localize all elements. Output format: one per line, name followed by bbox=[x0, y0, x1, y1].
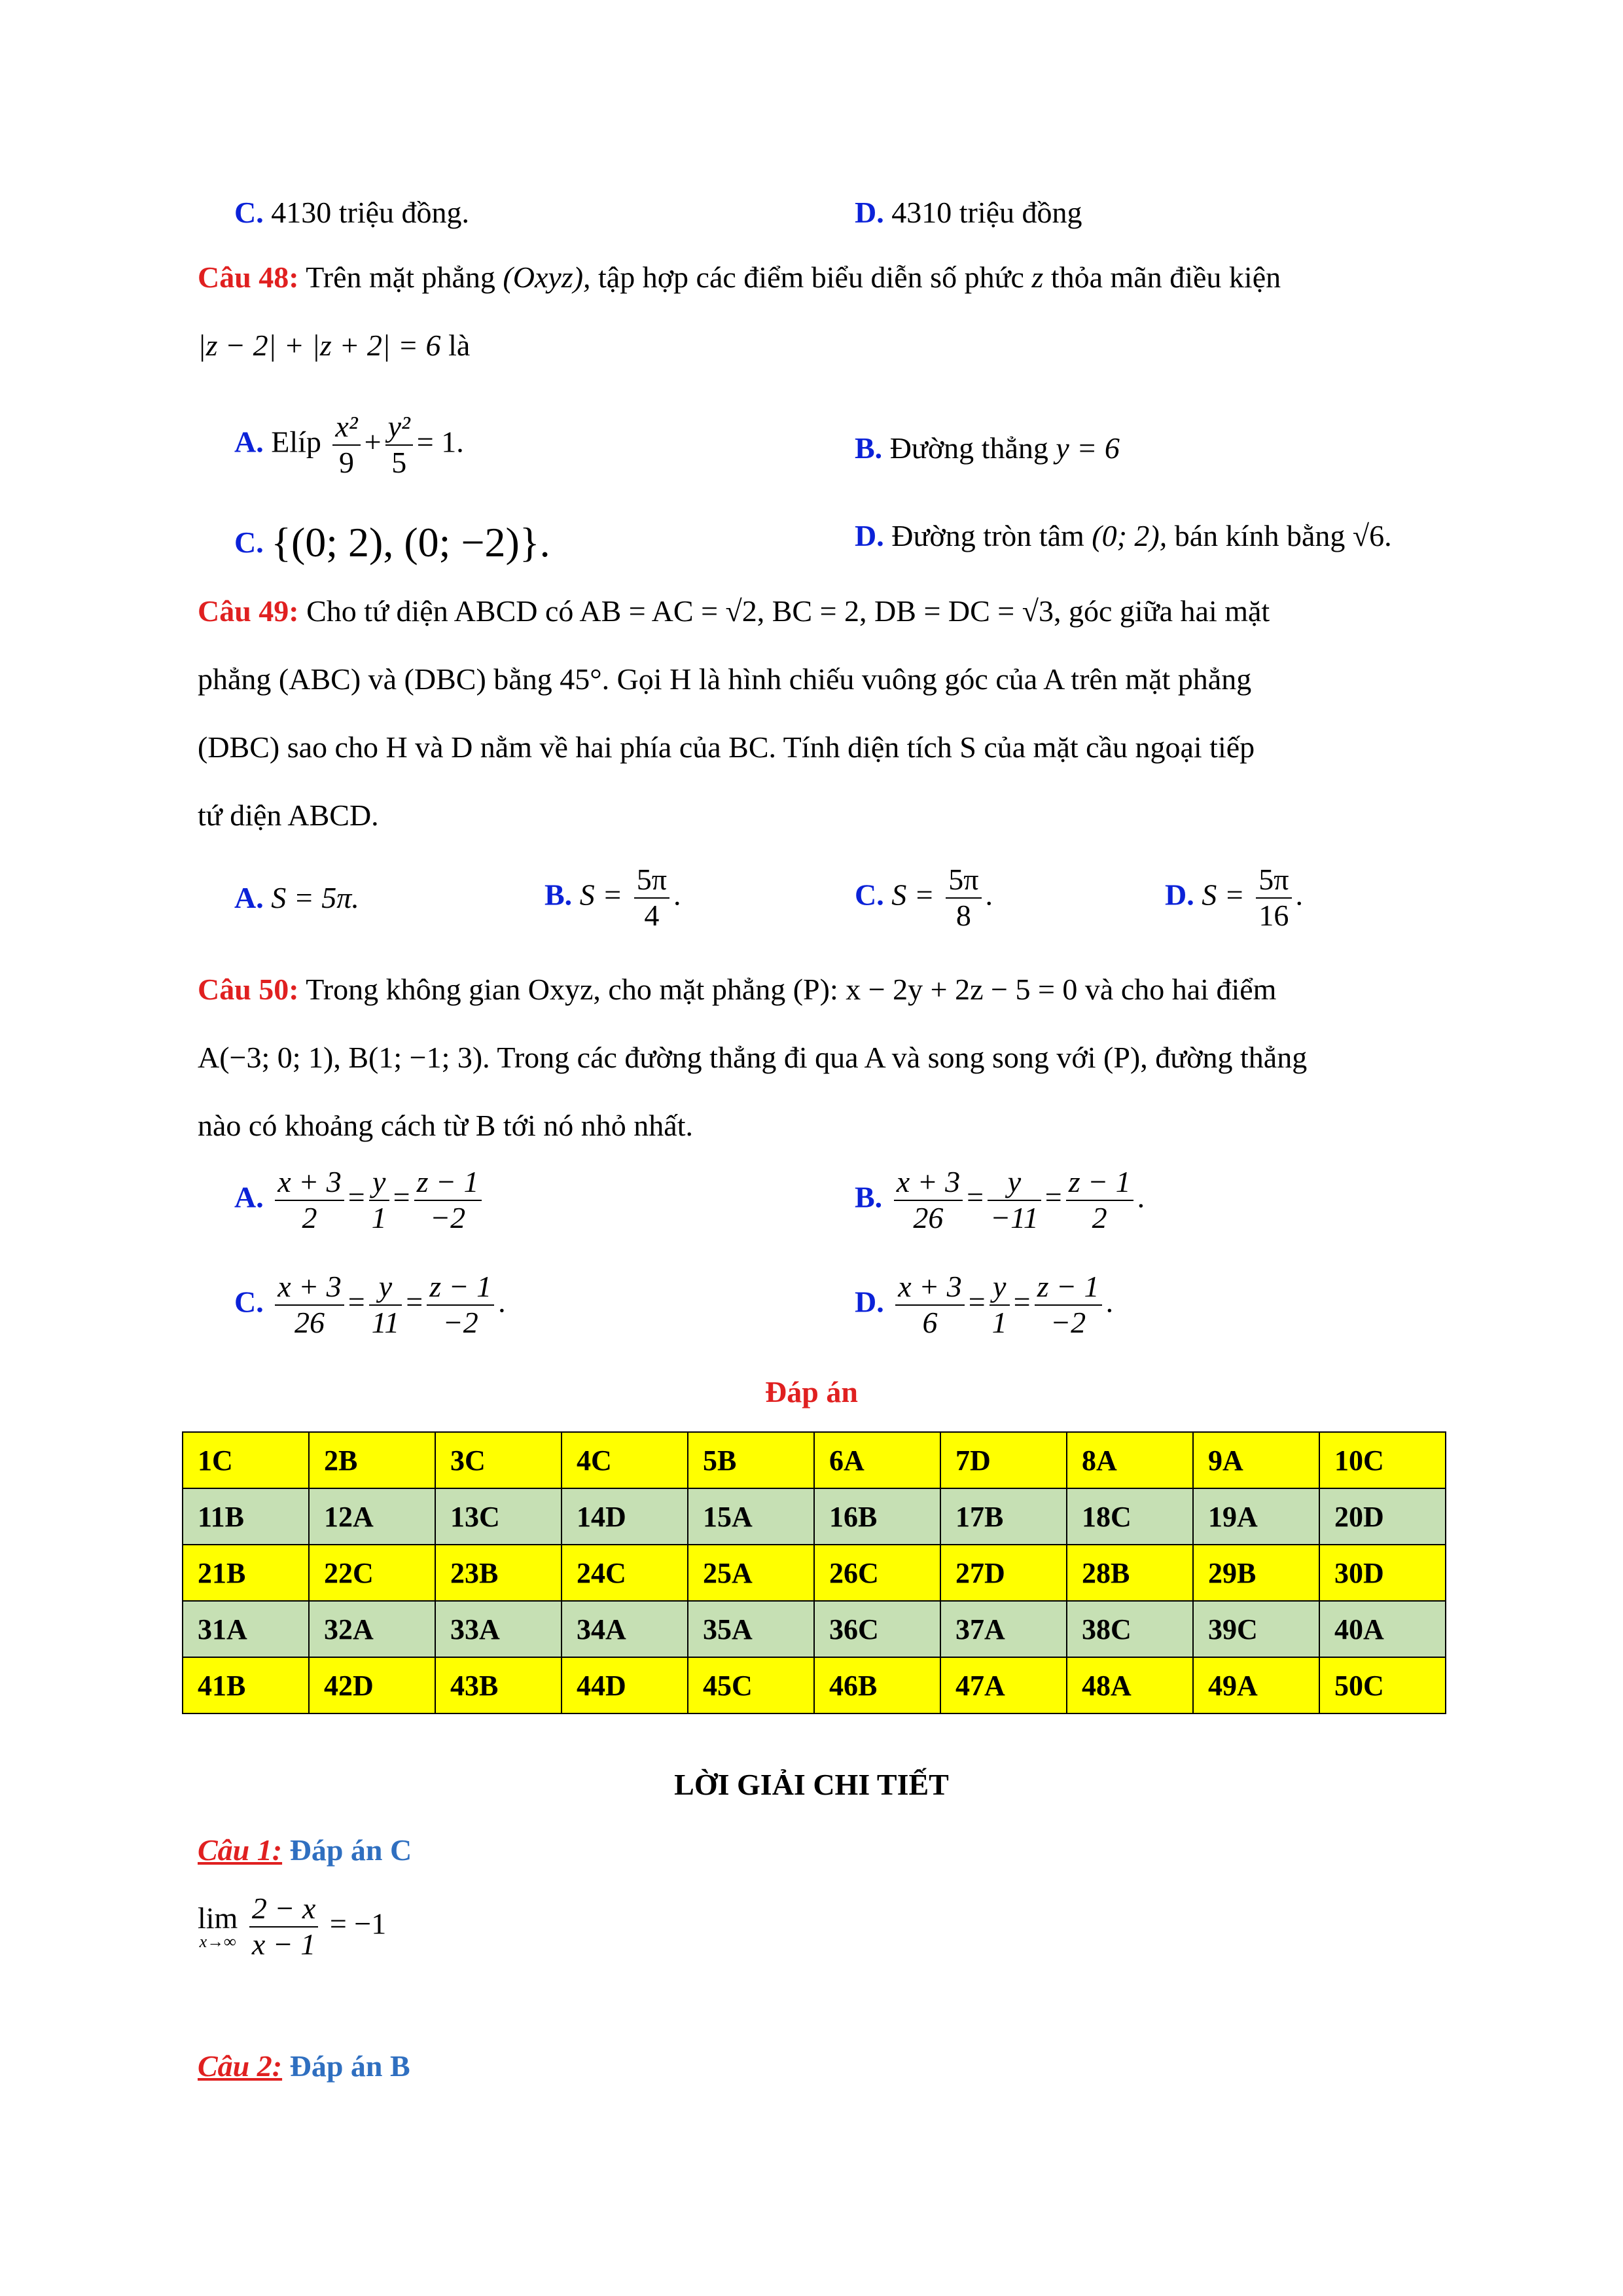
q49-option-d: D. S = $\frac{5\pi}{16}$ . bbox=[1165, 863, 1304, 932]
question-label: Câu 50: bbox=[198, 973, 299, 1006]
fraction: $\frac{y}{1}$ bbox=[990, 1270, 1010, 1340]
q49-option-a: A. S = 5π. bbox=[234, 881, 359, 914]
q50-option-c: C. $\frac{x + 3}{26}$ = $\frac{y}{11}$ = $\frac{z - 1}{-2}$ . bbox=[234, 1270, 506, 1339]
fraction: $\frac{5\pi}{8}$ bbox=[946, 863, 981, 933]
option-text: 4310 triệu đồng bbox=[891, 196, 1082, 229]
q50-stem: Câu 50: Trong không gian Oxyz, cho mặt phẳng (P): x − 2y + 2z − 5 = 0 và cho hai điểm A(−3; 0; 1), B(1; −1; 3). Trong các đường thẳng đi qua A và song song với (P), đường thẳng nào có khoảng cách từ B tới nó nhỏ nhất. bbox=[198, 973, 1308, 1142]
q47-option-d bbox=[855, 195, 1082, 230]
q50-option-d: D. $\frac{x + 3}{6}$ = $\frac{y}{1}$ = $\frac{z - 1}{-2}$ . bbox=[855, 1270, 1114, 1339]
q50-option-b: B. $\frac{x + 3}{26}$ = $\frac{y}{-11}$ = $\frac{z - 1}{2}$ . bbox=[855, 1165, 1145, 1234]
fraction: $\frac{z - 1}{2}$ bbox=[1066, 1165, 1133, 1236]
fraction: $\frac{y}{1}$ bbox=[369, 1165, 389, 1236]
fraction: $\frac{x + 3}{26}$ bbox=[275, 1270, 344, 1340]
option-label: C. bbox=[234, 196, 264, 229]
table-row: 1C 2B 3C 4C 5B 6A 7D 8A 9A 10C bbox=[183, 1432, 1446, 1488]
question-label: Câu 48: bbox=[198, 260, 299, 294]
fraction: $\frac{5\pi}{16}$ bbox=[1256, 863, 1291, 933]
fraction: $\frac{x + 3}{26}$ bbox=[894, 1165, 963, 1236]
fraction: $\frac{z - 1}{-2}$ bbox=[1035, 1270, 1102, 1340]
table-row: 31A 32A 33A 34A 35A 36C 37A 38C 39C 40A bbox=[183, 1601, 1446, 1657]
q50-option-a: A. $\frac{x + 3}{2}$ = $\frac{y}{1}$ = $\frac{z - 1}{-2}$ bbox=[234, 1165, 486, 1236]
option-label: D. bbox=[855, 196, 884, 229]
solution-1-formula: lim x→∞ $\frac{2 - x}{x - 1}$ = −1 bbox=[198, 1892, 387, 1961]
question-label: Câu 49: bbox=[198, 594, 299, 628]
answer-table bbox=[182, 1431, 1446, 1714]
solution-1-header: Câu 1: Đáp án C bbox=[198, 1833, 412, 1867]
q48-option-a: A. Elíp $\frac{\text{x²}}{9}$ + $\frac{\text{y²}}{5}$ = 1. bbox=[234, 410, 464, 479]
table-row: 11B 12A 13C 14D 15A 16B 17B 18C 19A 20D bbox=[183, 1488, 1446, 1545]
fraction: $\frac{2 - x}{x - 1}$ bbox=[249, 1892, 318, 1962]
q49-option-b: B. S = $\frac{5\pi}{4}$ . bbox=[544, 863, 681, 932]
q48-stem: Câu 48: Trên mặt phẳng (Oxyz), tập hợp các điểm biểu diễn số phức z thỏa mãn điều kiện |z − 2| + |z + 2| = 6 là bbox=[198, 260, 1281, 362]
q49-stem: Câu 49: Cho tứ diện ABCD có AB = AC = √2, BC = 2, DB = DC = √3, góc giữa hai mặt phẳng (ABC) và (DBC) bằng 45°. Gọi H là hình chiếu vuông góc của A trên mặt phẳng (DBC) sao cho H và D nằm về hai phía của BC. Tính diện tích S của mặt cầu ngoại tiếp tứ diện ABCD. bbox=[198, 594, 1270, 832]
fraction: $\frac{\text{y²}}{5}$ bbox=[385, 410, 413, 480]
q48-option-c: C. {(0; 2), (0; −2)}. bbox=[234, 519, 550, 565]
q48-option-b: B. Đường thẳng y = 6 bbox=[855, 431, 1120, 465]
solutions-title: LỜI GIẢI CHI TIẾT bbox=[674, 1768, 949, 1801]
condition-equation: |z − 2| + |z + 2| = 6 bbox=[198, 329, 441, 362]
fraction: $\frac{y}{11}$ bbox=[369, 1270, 402, 1340]
table-row: 41B 42D 43B 44D 45C 46B 47A 48A 49A 50C bbox=[183, 1657, 1446, 1713]
fraction: $\frac{x + 3}{2}$ bbox=[275, 1165, 344, 1236]
q48-option-d: D. Đường tròn tâm (0; 2), bán kính bằng √6. bbox=[855, 519, 1392, 552]
q47-option-c bbox=[234, 195, 469, 230]
option-text: 4130 triệu đồng. bbox=[271, 196, 470, 229]
fraction: $\frac{x + 3}{6}$ bbox=[895, 1270, 964, 1340]
table-row: 21B 22C 23B 24C 25A 26C 27D 28B 29B 30D bbox=[183, 1545, 1446, 1601]
fraction: $\frac{5\pi}{4}$ bbox=[634, 863, 669, 933]
fraction: $\frac{z - 1}{-2}$ bbox=[414, 1165, 482, 1236]
solution-2-header: Câu 2: Đáp án B bbox=[198, 2049, 410, 2083]
fraction: $\frac{y}{-11}$ bbox=[988, 1165, 1041, 1236]
fraction: $\frac{z - 1}{-2}$ bbox=[427, 1270, 494, 1340]
answers-title: Đáp án bbox=[765, 1375, 858, 1408]
q49-option-c: C. S = $\frac{5\pi}{8}$ . bbox=[855, 863, 993, 932]
fraction: $\frac{\text{x²}}{9}$ bbox=[332, 410, 360, 480]
